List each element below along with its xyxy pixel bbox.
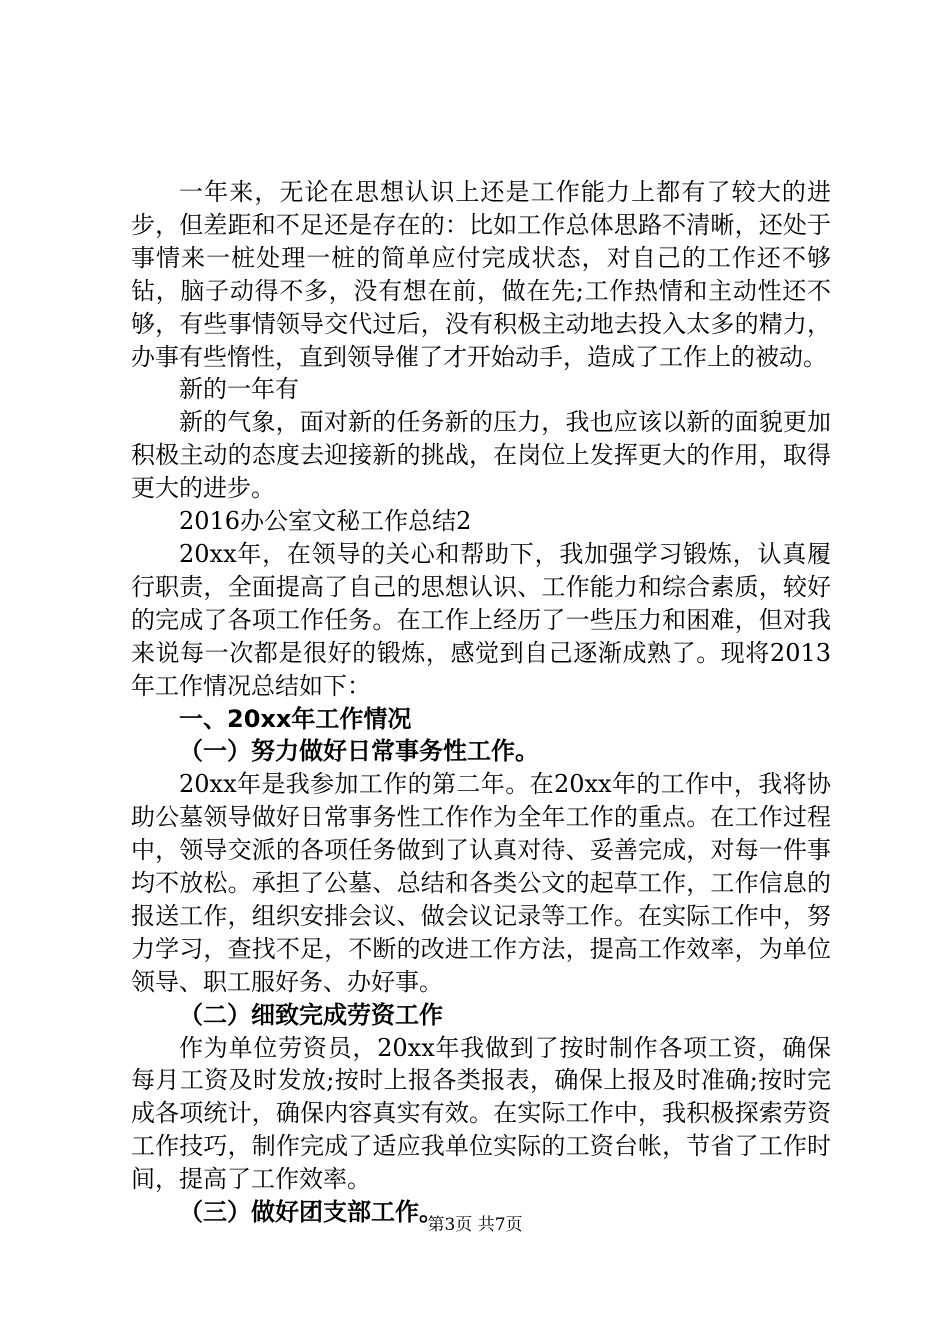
- heading-work-status: 一、20xx年工作情况: [179, 704, 412, 733]
- paragraph-daily-affairs: 20xx年是我参加工作的第二年。在20xx年的工作中，我将协助公墓领导做好日常事务性工作作为全年工作的重点。在工作过程中，领导交派的各项任务做到了认真对待、妥善完成，对每一件事均不放松。承担了公墓、总结和各类公文的起草工作，工作信息的报送工作，组织安排会议、做会议记录等工作。在实际工作中，努力学习，查找不足，不断的改进工作方法，提高工作效率，为单位领导、职工服好务、办好事。: [131, 770, 831, 996]
- heading-payroll-work: （二）细致完成劳资工作: [179, 1000, 443, 1029]
- paragraph-intro: 20xx年，在领导的关心和帮助下，我加强学习锻炼，认真履行职责，全面提高了自己的思想认识、工作能力和综合素质，较好的完成了各项工作任务。在工作上经历了一些压力和困难，但对我来说每一次都是很好的锻炼，感觉到自己逐渐成熟了。现将2013年工作情况总结如下：: [131, 539, 831, 700]
- heading-youth-league-work: （三）做好团支部工作。: [179, 1198, 443, 1227]
- section-title-summary-2: 2016办公室文秘工作总结2: [179, 507, 472, 536]
- paragraph-new-year-outlook: 新的气象，面对新的任务新的压力，我也应该以新的面貌更加积极主动的态度去迎接新的挑战，在岗位上发挥更大的作用，取得更大的进步。: [131, 408, 831, 503]
- paragraph-summary-shortcomings: 一年来，无论在思想认识上还是工作能力上都有了较大的进步，但差距和不足还是存在的：比如工作总体思路不清晰，还处于事情来一桩处理一桩的简单应付完成状态，对自己的工作还不够钻，脑子动得不多，没有想在前，做在先;工作热情和主动性还不够，有些事情领导交代过后，没有积极主动地去投入太多的精力，办事有些惰性，直到领导催了才开始动手，造成了工作上的被动。: [131, 178, 831, 371]
- heading-daily-affairs: （一）努力做好日常事务性工作。: [179, 737, 539, 766]
- paragraph-new-year-start: 新的一年有: [179, 375, 299, 404]
- document-body: [131, 176, 831, 1229]
- page-number-footer: 第3页 共7页: [427, 1215, 523, 1235]
- paragraph-payroll-work: 作为单位劳资员，20xx年我做到了按时制作各项工资，确保每月工资及时发放;按时上报各类报表，确保上报及时准确;按时完成各项统计，确保内容真实有效。在实际工作中，我积极探索劳资工作技巧，制作完成了适应我单位实际的工资台帐，节省了工作时间，提高了工作效率。: [131, 1033, 831, 1194]
